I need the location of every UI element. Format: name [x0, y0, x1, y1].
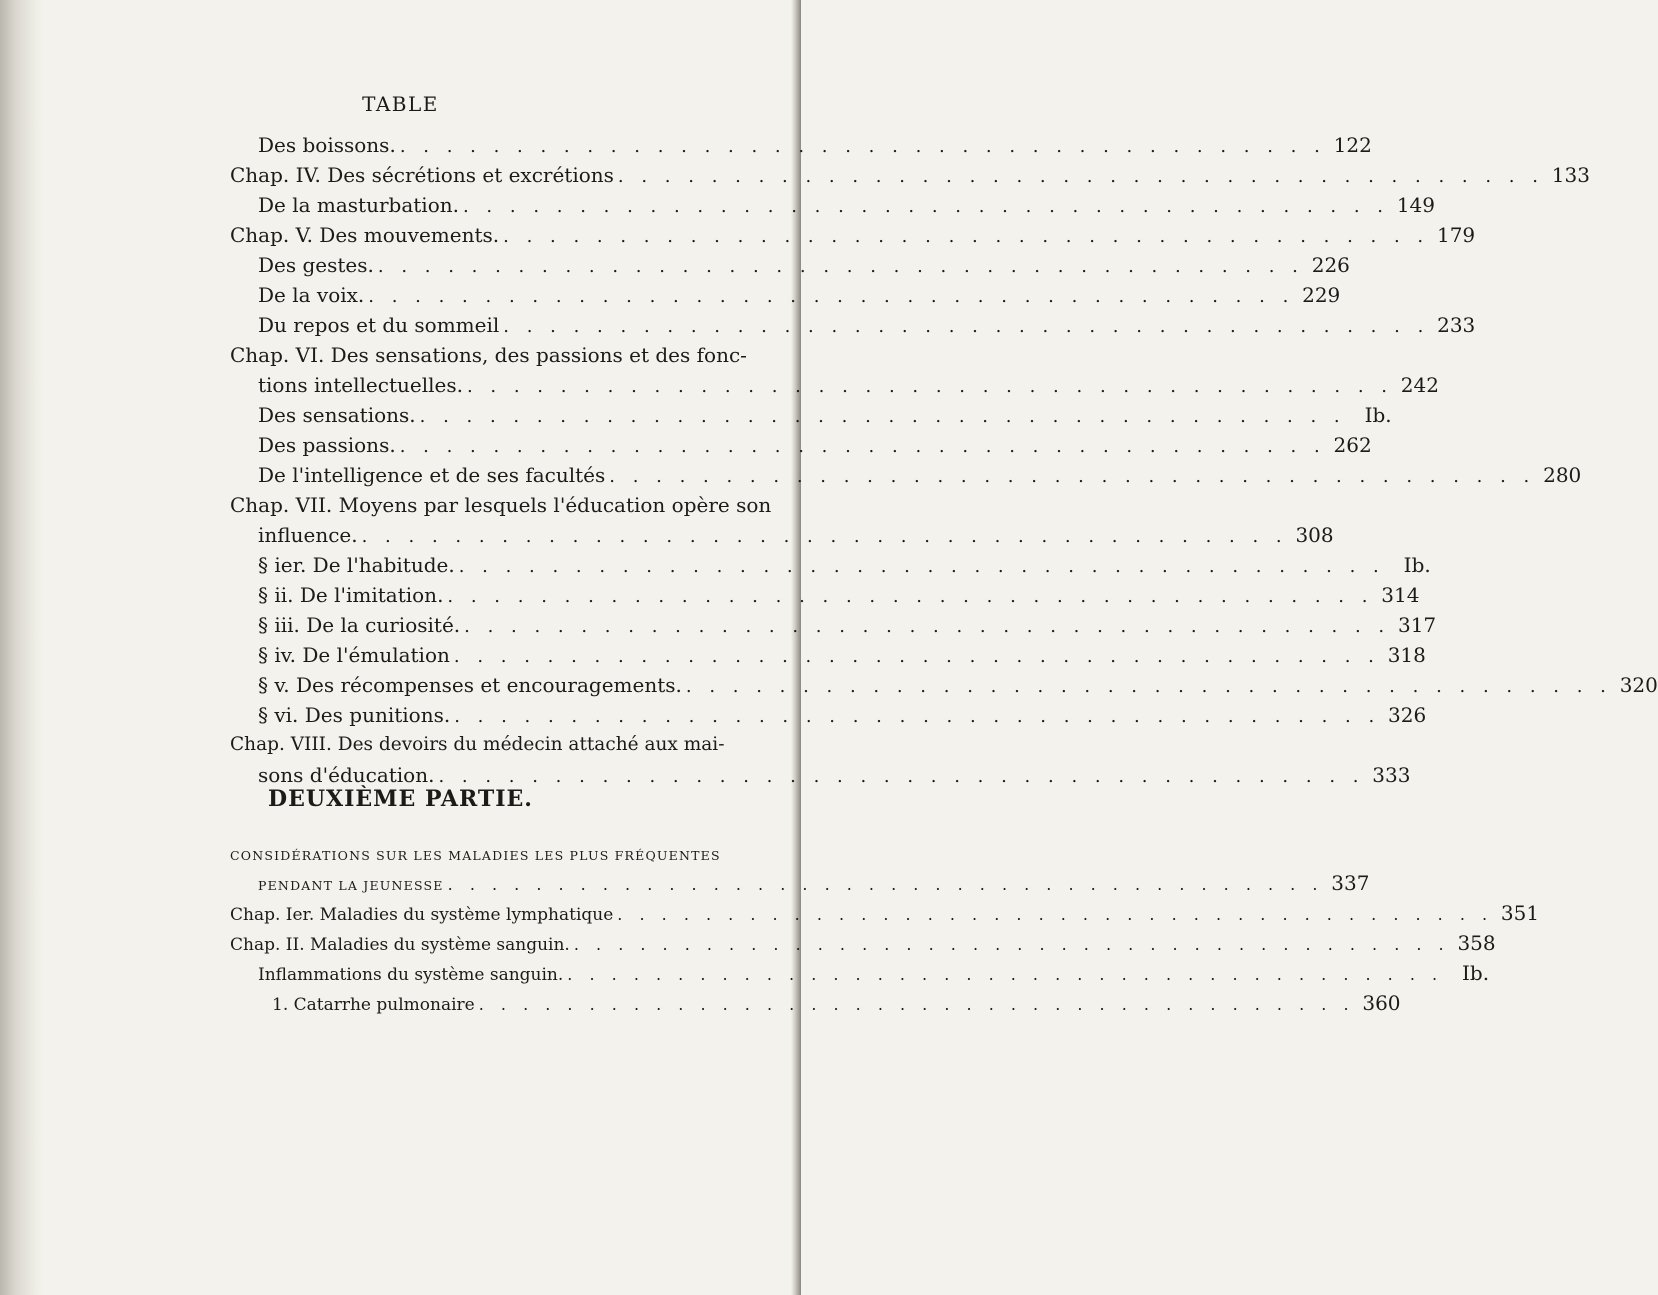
toc-entry-label: 1. Catarrhe pulmonaire: [272, 995, 475, 1015]
part-two-title: DEUXIÈME PARTIE.: [268, 786, 533, 812]
toc-entry-page: 326: [1388, 703, 1427, 727]
toc-entry-page: 358: [1457, 931, 1496, 955]
toc-leader: . . . . . . . . . . . . . . . . . . . . . . . . . . . . . . . . . . . . . . . .: [454, 706, 1381, 727]
toc-entry-label: § v. Des récompenses et encouragements.: [258, 673, 682, 697]
toc-entry-page: 122: [1333, 133, 1372, 157]
toc-entry-label: Du repos et du sommeil: [258, 313, 500, 337]
toc-entry: [258, 430, 1372, 460]
toc-entry-heading: Chap. VIII. Des devoirs du médecin attaché aux mai-: [230, 734, 725, 755]
toc-entry-page: 320: [1619, 673, 1658, 697]
toc-entry-heading: Chap. VII. Moyens par lesquels l'éducation opère son: [230, 493, 772, 517]
toc-entry: [258, 460, 1582, 490]
part-two-heading-line1: CONSIDÉRATIONS SUR LES MALADIES LES PLUS FRÉQUENTES: [230, 848, 721, 863]
toc-entry-page: 242: [1400, 373, 1439, 397]
toc-entry-page: 351: [1500, 901, 1540, 925]
toc-entry-page: 314: [1381, 583, 1420, 607]
toc-entry: [258, 550, 1431, 580]
toc-leader: . . . . . . . . . . . . . . . . . . . . . . . . . . . . . . . . . . . . . . . .: [617, 905, 1494, 924]
toc-leader: . . . . . . . . . . . . . . . . . . . . . . . . . . . . . . . . . . . . . . . .: [377, 256, 1304, 277]
toc-leader: . . . . . . . . . . . . . . . . . . . . . . . . . . . . . . . . . . . . . . . .: [478, 995, 1355, 1014]
toc-leader: . . . . . . . . . . . . . . . . . . . . . . . . . . . . . . . . . . . . . . . .: [466, 376, 1393, 397]
toc-entry: [258, 520, 1334, 550]
toc-leader: . . . . . . . . . . . . . . . . . . . . . . . . . . . . . . . . . . . . . . . .: [453, 646, 1380, 667]
toc-entry-label: § iv. De l'émulation: [258, 643, 450, 667]
toc-entry-page: 280: [1543, 463, 1582, 487]
toc-entry-label: Des boissons.: [258, 133, 396, 157]
toc-entry-page: 149: [1396, 193, 1435, 217]
toc-entry-page: 262: [1333, 433, 1372, 457]
toc-entry-page: 360: [1362, 991, 1401, 1015]
page-title: TABLE: [362, 92, 439, 116]
toc-leader: . . . . . . . . . . . . . . . . . . . . . . . . . . . . . . . . . . . . . . . .: [447, 875, 1324, 894]
toc-leader: . . . . . . . . . . . . . . . . . . . . . . . . . . . . . . . . . . . . . . . .: [419, 406, 1346, 427]
toc-entry-label: § vi. Des punitions.: [258, 703, 451, 727]
toc-entry-page: Ib.: [1403, 553, 1431, 577]
toc-leader: . . . . . . . . . . . . . . . . . . . . . . . . . . . . . . . . . . . . . . . .: [399, 136, 1326, 157]
toc-entry-page: 133: [1551, 163, 1590, 187]
toc-entry-label: tions intellectuelles.: [258, 373, 463, 397]
toc-leader: . . . . . . . . . . . . . . . . . . . . . . . . . . . . . . . . . . . . . . . .: [573, 935, 1450, 954]
toc-entry-heading: Chap. VI. Des sensations, des passions et des fonc-: [230, 343, 747, 367]
toc-entry-label: § iii. De la curiosité.: [258, 613, 461, 637]
toc-entry-page: Ib.: [1364, 403, 1392, 427]
toc-entry: [258, 370, 1439, 400]
toc-leader: . . . . . . . . . . . . . . . . . . . . . . . . . . . . . . . . . . . . . . . .: [567, 965, 1444, 984]
toc-entry: [230, 220, 1476, 250]
part-two-heading-line2: PENDANT LA JEUNESSE: [258, 878, 444, 893]
toc-leader: . . . . . . . . . . . . . . . . . . . . . . . . . . . . . . . . . . . . . . . .: [458, 556, 1385, 577]
toc-entry-label: Des gestes.: [258, 253, 374, 277]
toc-entry: [230, 928, 1496, 958]
toc-leader: . . . . . . . . . . . . . . . . . . . . . . . . . . . . . . . . . . . . . . . .: [685, 676, 1612, 697]
toc-entry: [258, 670, 1658, 700]
toc-entry-label: § ii. De l'imitation.: [258, 583, 444, 607]
toc-entry-page: 226: [1311, 253, 1350, 277]
toc-leader: . . . . . . . . . . . . . . . . . . . . . . . . . . . . . . . . . . . . . . . .: [617, 166, 1544, 187]
toc-entry-label: sons d'éducation.: [258, 763, 435, 787]
toc-entry-label: § ier. De l'habitude.: [258, 553, 455, 577]
toc-entry: [230, 160, 1590, 190]
toc-entry-label: Chap. II. Maladies du système sanguin.: [230, 935, 570, 955]
toc-entry: [258, 700, 1427, 730]
toc-entry: [230, 898, 1540, 928]
toc-entry: [258, 640, 1426, 670]
toc-entry-label: Des passions.: [258, 433, 396, 457]
toc-entry-page: 308: [1295, 523, 1334, 547]
toc-entry-label: De l'intelligence et de ses facultés: [258, 463, 606, 487]
toc-entry-label: influence.: [258, 523, 358, 547]
toc-entry: [258, 280, 1341, 310]
part-two-heading: [258, 868, 1370, 898]
toc-entry: [258, 130, 1372, 160]
toc-entry: [258, 190, 1435, 220]
toc-entry: [258, 580, 1420, 610]
toc-entry-page: 179: [1436, 223, 1476, 247]
toc-entry: [258, 310, 1476, 340]
toc-entry-page: 318: [1387, 643, 1426, 667]
toc-entry-label: Inflammations du système sanguin.: [258, 965, 564, 985]
toc-leader: . . . . . . . . . . . . . . . . . . . . . . . . . . . . . . . . . . . . . . . .: [503, 316, 1430, 337]
toc-leader: . . . . . . . . . . . . . . . . . . . . . . . . . . . . . . . . . . . . . . . .: [464, 616, 1391, 637]
toc-entry-label: Des sensations.: [258, 403, 416, 427]
toc-entry-page: 317: [1397, 613, 1437, 637]
toc-entry: [258, 250, 1350, 280]
toc-leader: . . . . . . . . . . . . . . . . . . . . . . . . . . . . . . . . . . . . . . . .: [503, 226, 1430, 247]
toc-entry: [258, 400, 1392, 430]
toc-entry: [258, 610, 1437, 640]
toc-entry-label: Chap. Ier. Maladies du système lymphatique: [230, 905, 614, 925]
toc-entry-page: Ib.: [1462, 961, 1490, 985]
toc-entry-page: 233: [1437, 313, 1476, 337]
toc-entry: [272, 988, 1401, 1018]
toc-entry-label: Chap. V. Des mouvements.: [230, 223, 500, 247]
toc-leader: . . . . . . . . . . . . . . . . . . . . . . . . . . . . . . . . . . . . . . . .: [368, 286, 1295, 307]
toc-leader: . . . . . . . . . . . . . . . . . . . . . . . . . . . . . . . . . . . . . . . .: [438, 766, 1365, 787]
toc-entry-page: 229: [1302, 283, 1341, 307]
toc-leader: . . . . . . . . . . . . . . . . . . . . . . . . . . . . . . . . . . . . . . . .: [447, 586, 1374, 607]
toc-entry-page: 337: [1331, 871, 1370, 895]
toc-leader: . . . . . . . . . . . . . . . . . . . . . . . . . . . . . . . . . . . . . . . .: [361, 526, 1288, 547]
toc-leader: . . . . . . . . . . . . . . . . . . . . . . . . . . . . . . . . . . . . . . . .: [462, 196, 1389, 217]
toc-entry-label: De la voix.: [258, 283, 365, 307]
toc-entry: [258, 958, 1490, 988]
toc-entry-label: Chap. IV. Des sécrétions et excrétions: [230, 163, 614, 187]
toc-entry-label: De la masturbation.: [258, 193, 459, 217]
toc-leader: . . . . . . . . . . . . . . . . . . . . . . . . . . . . . . . . . . . . . . . .: [609, 466, 1536, 487]
toc-entry-page: 333: [1372, 763, 1411, 787]
toc-leader: . . . . . . . . . . . . . . . . . . . . . . . . . . . . . . . . . . . . . . . .: [399, 436, 1326, 457]
